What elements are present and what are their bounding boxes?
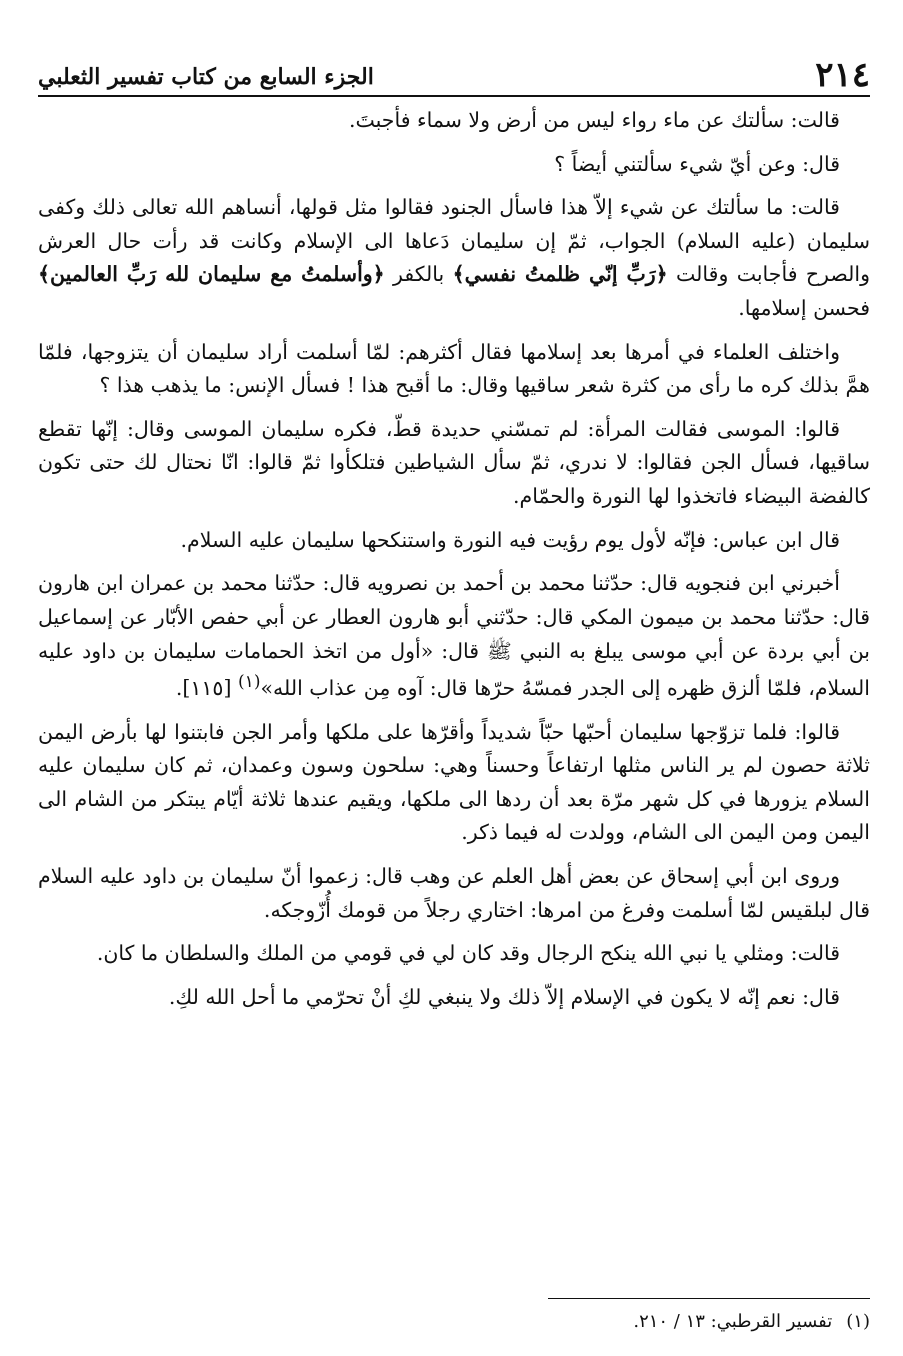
paragraph: قالوا: فلما تزوّجها سليمان أحبّها حبّاً شديداً وأقرّها على ملكها وأمر الجن فابتنوا لها بأرض اليمن ثلاثة حصون لم ير الناس مثلها ارتفاعاً وحسناً وهي: سلحون وسون وعمدان، ثم كان سليمان عليه السلام يزورها في كل شهر مرّة بعد أن ردها الى ملكها، ويقيم عندها ثلاثة أيّام يبتكر من الشام الى اليمن ومن اليمن الى الشام، وولدت له فيما ذكر. — [38, 719, 870, 845]
hadith-reference: [١١٥] — [182, 675, 232, 700]
hadith-paragraph: أخبرني ابن فنجويه قال: حدّثنا محمد بن أحمد بن نصرويه قال: حدّثنا محمد بن عمران ابن هارون قال: حدّثنا محمد بن ميمون المكي قال: حدّثني أبو هارون العطار عن أبي حفص الأبّار عن إسماعيل بن أبي بردة عن أبي موسى يبلغ به النبي ﷺ قال: «أول من اتخذ الحمامات سليمان بن داود عليه السلام، فلمّا ألزق ظهره إلى الجدر فمسّهُ حرّها قال: آوه مِن عذاب الله»$^{(١)}$ [١١٥]. — [38, 571, 870, 700]
page-number: ٢١٤ — [815, 55, 870, 95]
book-title: الجزء السابع من كتاب تفسير الثعلبي — [38, 64, 374, 90]
paragraph: واختلف العلماء في أمرها بعد إسلامها فقال أكثرهم: لمّا أسلمت أراد سليمان أن يتزوجها، فلمّا همَّ بذلك كره ما رأى من كثرة شعر ساقيها وقال: ما أقبح هذا ! فسأل الإنس: ما يذهب هذا ؟ — [38, 339, 870, 398]
footnote-rule — [548, 1298, 870, 1299]
paragraph: قالت: ومثلي يا نبي الله ينكح الرجال وقد كان لي في قومي من الملك والسلطان ما كان. — [96, 941, 840, 966]
running-head — [38, 40, 870, 95]
paragraph: قال: وعن أيّ شيء سألتني أيضاً ؟ — [554, 151, 840, 176]
paragraph: قال ابن عباس: فإنّه لأول يوم رؤيت فيه النورة واستنكحها سليمان عليه السلام. — [180, 527, 840, 552]
footnote-marker: (١) — [237, 672, 261, 693]
inline-text: بالكفر — [393, 262, 445, 287]
footnote-number: (١) — [846, 1311, 870, 1332]
footnote — [38, 1310, 870, 1333]
footnote-text: تفسير القرطبي: ١٣ / ٢١٠. — [633, 1311, 833, 1332]
inline-text: فحسن إسلامها. — [738, 296, 870, 321]
paragraph-with-verses — [38, 191, 870, 325]
header-rule — [38, 95, 870, 97]
body-text — [38, 104, 870, 1024]
paragraph: قالت: سألتك عن ماء رواء ليس من أرض ولا سماء فأجبتَ. — [348, 108, 840, 132]
paragraph: قالوا: الموسى فقالت المرأة: لم تمسّني حديدة قطّ، فكره سليمان الموسى وقال: إنّها تقطع ساقيها، فسأل الجن فقالوا: لا ندري، ثمّ سأل الشياطين فتلكأوا ثمّ قالوا: انّا نحتال لك حتى تكون كالفضة البيضاء فاتخذوا لها النورة والحمّام. — [38, 416, 870, 509]
paragraph-text: قالت: ما سألتك عن شيء إلاّ هذا فاسأل الجنود فقالوا مثل قولها، أنساهم الله تعالى ذلك وكفى سليمان (عليه السلام) الجواب، ثمّ إن سليمان دَعاها الى الإسلام وكانت قد رأت حال العرش والصرح فأجابت وقالت — [38, 195, 870, 287]
quran-verse: ﴿رَبِّ إنّي ظلمتُ نفسي﴾ — [452, 262, 668, 287]
paragraph: قال: نعم إنّه لا يكون في الإسلام إلاّ ذلك ولا ينبغي لكِ أنْ تحرّمي ما أحل الله لكِ. — [168, 984, 840, 1009]
paragraph-text: أخبرني ابن فنجويه قال: حدّثنا محمد بن أحمد بن نصرويه قال: حدّثنا محمد بن عمران ابن هارون قال: حدّثنا محمد بن ميمون المكي قال: حدّثني أبو هارون العطار عن أبي حفص الأبّار عن إسماعيل بن أبي بردة عن أبي موسى يبلغ به النبي ﷺ قال: «أول من اتخذ الحمامات سليمان بن داود عليه السلام، فلمّا ألزق ظهره إلى الجدر فمسّهُ حرّها قال: آوه مِن عذاب الله» — [38, 571, 870, 700]
quran-verse: ﴿وأسلمتُ مع سليمان لله رَبِّ العالمين﴾ — [38, 262, 385, 287]
paragraph: وروى ابن أبي إسحاق عن بعض أهل العلم عن وهب قال: زعموا أنّ سليمان بن داود عليه السلام قال لبلقيس لمّا أسلمت وفرغ من امرها: اختاري رجلاً من قومك أُزّوجكه. — [38, 864, 870, 922]
